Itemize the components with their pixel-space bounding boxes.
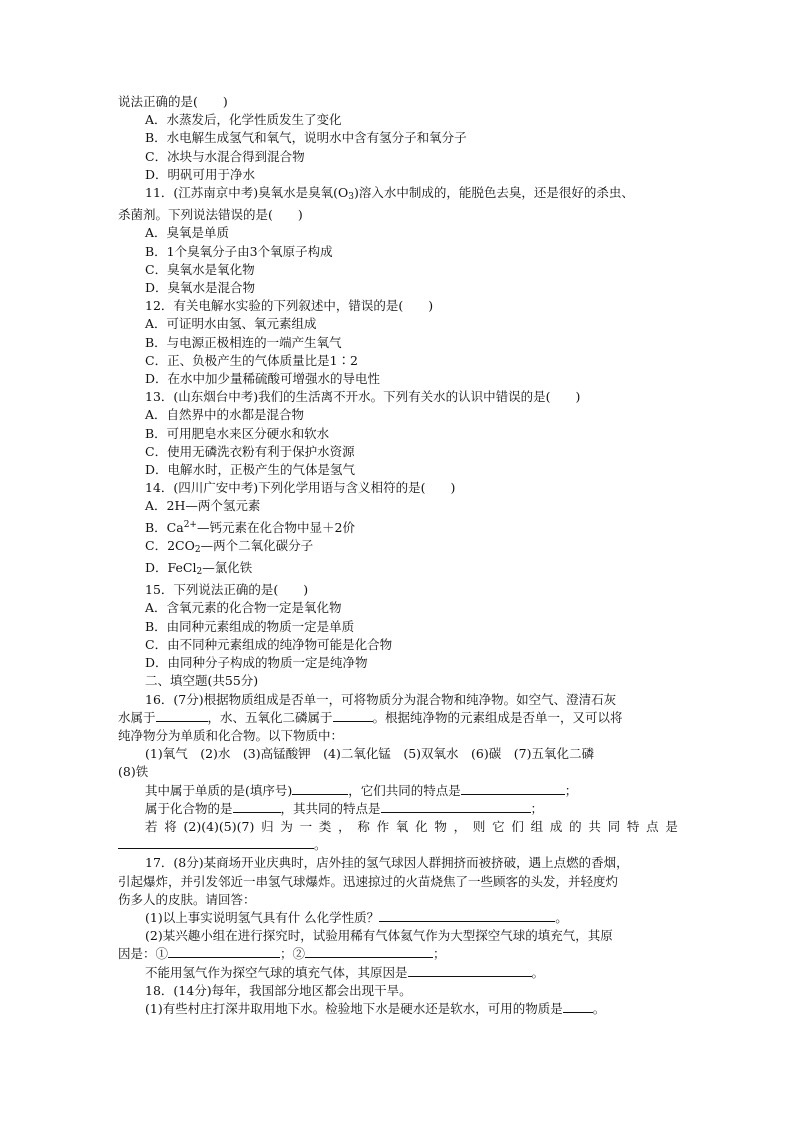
q16-stem-line2: 水属于 ，水、五氧化二磷属于 。根据纯净物的元素组成是否单一，又可以将 [118, 709, 623, 725]
q10-option-d: D．明矾可用于净水 [145, 166, 256, 182]
q11-option-b: B．1个臭氧分子由3个氧原子构成 [145, 243, 333, 259]
q17-sub2-line2: 因是：① ；② ； [118, 946, 446, 962]
q10-option-a: A．水蒸发后，化学性质发生了变化 [145, 112, 342, 128]
q11-stem-line1: 11．(江苏南京中考)臭氧水是臭氧$(O_3)$溶入水中制成的，能脱色去臭，还是很好的杀虫、 [145, 185, 634, 203]
q15-option-d: D．由同种分子构成的物质一定是纯净物 [145, 655, 368, 671]
section-heading: 二、填空题(共55分) [145, 673, 259, 689]
q11-option-d: D．臭氧水是混合物 [145, 280, 256, 296]
q13-stem: 13．(山东烟台中考)我们的生活离不开水。下列有关水的认识中错误的是( ) [145, 389, 581, 405]
q14-stem: 14．(四川广安中考)下列化学用语与含义相符的是( ) [145, 480, 456, 496]
q12-option-c: C．正、负极产生的气体质量比是1∶2 [145, 352, 358, 368]
q16-oxide-word: 成 [549, 818, 563, 834]
q16-oxide-word: 为 [280, 818, 293, 834]
q16-substance-list: (1)氧气 (2)水 (3)高锰酸钾 (4)二氧化锰 (5)双氧水 (6)碳 (7)五氧化二磷 [145, 746, 594, 762]
answer-blank[interactable] [292, 782, 348, 795]
q18-stem: 18．(14分)每年，我国部分地区都会出现干旱。 [145, 982, 412, 998]
q16-oxide-word: ， [338, 818, 351, 834]
q16-oxide-word: 一 [299, 818, 313, 834]
answer-blank[interactable] [408, 964, 532, 977]
exam-content [118, 93, 678, 1018]
q16-oxide-word: 们 [511, 818, 524, 834]
q16-oxide-word: 点 [646, 818, 659, 834]
q17-sub2-line1: (2)某兴趣小组在进行探究时，试验用稀有气体氦气作为大型探空气球的填充气，其原 [145, 928, 613, 944]
answer-blank[interactable] [305, 945, 433, 958]
q13-option-d: D．电解水时，正极产生的气体是氢气 [145, 462, 356, 478]
answer-blank[interactable] [461, 782, 565, 795]
answer-blank[interactable] [563, 1000, 593, 1013]
q12-option-d: D．在水中加少量稀硫酸可增强水的导电性 [145, 371, 381, 387]
q16-oxide-word: 氧 [395, 818, 409, 834]
q16-oxide-word: 同 [607, 818, 621, 834]
q16-oxide-word: 物 [434, 818, 447, 834]
q16-oxide-word: 若 [145, 818, 158, 834]
q16-oxide-word: 化 [415, 818, 428, 834]
q15-stem: 15．下列说法正确的是( ) [145, 582, 309, 598]
q17-sub1: (1)以上事实说明氢气具有什 么化学性质？ 。 [145, 909, 568, 925]
q11-option-c: C．臭氧水是氧化物 [145, 261, 255, 277]
q14-option-d: D．FeCl$_2$—氯化铁 [145, 560, 253, 578]
q10-option-c: C．冰块与水混合得到混合物 [145, 148, 305, 164]
q13-option-b: B．可用肥皂水来区分硬水和软水 [145, 425, 330, 441]
answer-blank[interactable] [118, 836, 314, 849]
q11-option-a: A．臭氧是单质 [145, 225, 230, 241]
q12-option-b: B．与电源正极相连的一端产生氧气 [145, 334, 342, 350]
answer-blank[interactable] [233, 800, 281, 813]
q16-oxide-word: 特 [626, 818, 640, 834]
q12-option-a: A．可证明水由氢、氧元素组成 [145, 316, 317, 332]
q15-option-c: C．由不同种元素组成的纯净物可能是化合物 [145, 636, 393, 652]
q13-option-a: A．自然界中的水都是混合物 [145, 407, 305, 423]
q16-oxide-word: 作 [376, 818, 390, 834]
q16-stem-line3: 纯净物分为单质和化合物。以下物质中： [118, 727, 344, 743]
q16-oxide-word: 的 [569, 818, 582, 834]
q17-sub3: 不能用氢气作为探空气球的填充气体，其原因是 。 [145, 964, 545, 980]
answer-blank[interactable] [156, 709, 208, 722]
answer-blank[interactable] [333, 709, 373, 722]
q16-compounds-question: 属于化合物的是 ，其共同的特点是 ； [145, 800, 544, 816]
q12-stem: 12．有关电解水实验的下列叙述中，错误的是( ) [145, 298, 434, 314]
q16-oxide-word: 它 [492, 818, 505, 834]
q16-oxide-word: ， [453, 818, 467, 834]
q14-option-c: C．$2CO_2—$两个二氧化碳分子 [145, 537, 314, 555]
q18-sub1: (1)有些村庄打深井取用地下水。检验地下水是硬水还是软水，可用的物质是 。 [145, 1000, 606, 1016]
q14-option-a: A．2H—两个氢元素 [145, 498, 261, 514]
answer-blank[interactable] [381, 800, 531, 813]
q17-stem-line3: 伤多人的皮肤。请回答： [118, 891, 256, 907]
q14-option-b: B．$Ca^{2+}—$钙元素在化合物中显＋2价 [145, 519, 355, 535]
q16-stem-line1: 16．(7分)根据物质组成是否单一，可将物质分为混合物和纯净物。如空气、澄清石灰 [145, 691, 617, 707]
q16-oxide-word: 则 [472, 818, 486, 834]
q16-oxide-word: 将 [164, 818, 177, 834]
answer-blank[interactable] [379, 909, 555, 922]
q16-oxide-word: 称 [357, 818, 370, 834]
q11-stem-line2: 杀菌剂。下列说法错误的是( ) [118, 207, 303, 223]
q16-substance-list-cont: (8)铁 [118, 764, 149, 780]
q16-oxide-word: (2)(4)(5)(7) [183, 818, 255, 834]
q16-oxide-word: 是 [665, 818, 678, 834]
q16-oxide-answer: 。 [118, 836, 678, 854]
q17-stem-line2: 引起爆炸，并引发邻近一串氢气球爆炸。迅速掠过的火苗烧焦了一些顾客的头发，并轻度灼 [118, 873, 619, 889]
q16-elements-question: 其中属于单质的是(填序号) ，它们共同的特点是 ； [145, 782, 578, 798]
q13-option-c: C．使用无磷洗衣粉有利于保护水资源 [145, 443, 355, 459]
q16-oxide-word: 组 [530, 818, 544, 834]
q16-oxide-question [118, 818, 678, 836]
q10-stem: 说法正确的是( ) [118, 94, 228, 109]
q15-option-a: A．含氧元素的化合物一定是氧化物 [145, 600, 342, 616]
answer-blank[interactable] [168, 945, 280, 958]
q16-oxide-word: 归 [261, 818, 274, 834]
q17-stem-line1: 17．(8分)某商场开业庆典时，店外挂的氢气球因人群拥挤而被挤破，遇上点燃的香烟， [145, 855, 629, 871]
q16-oxide-word: 共 [588, 818, 601, 834]
q15-option-b: B．由同种元素组成的物质一定是单质 [145, 618, 355, 634]
q10-option-b: B．水电解生成氢气和氧气，说明水中含有氢分子和氧分子 [145, 130, 467, 146]
q16-oxide-word: 类 [318, 818, 332, 834]
